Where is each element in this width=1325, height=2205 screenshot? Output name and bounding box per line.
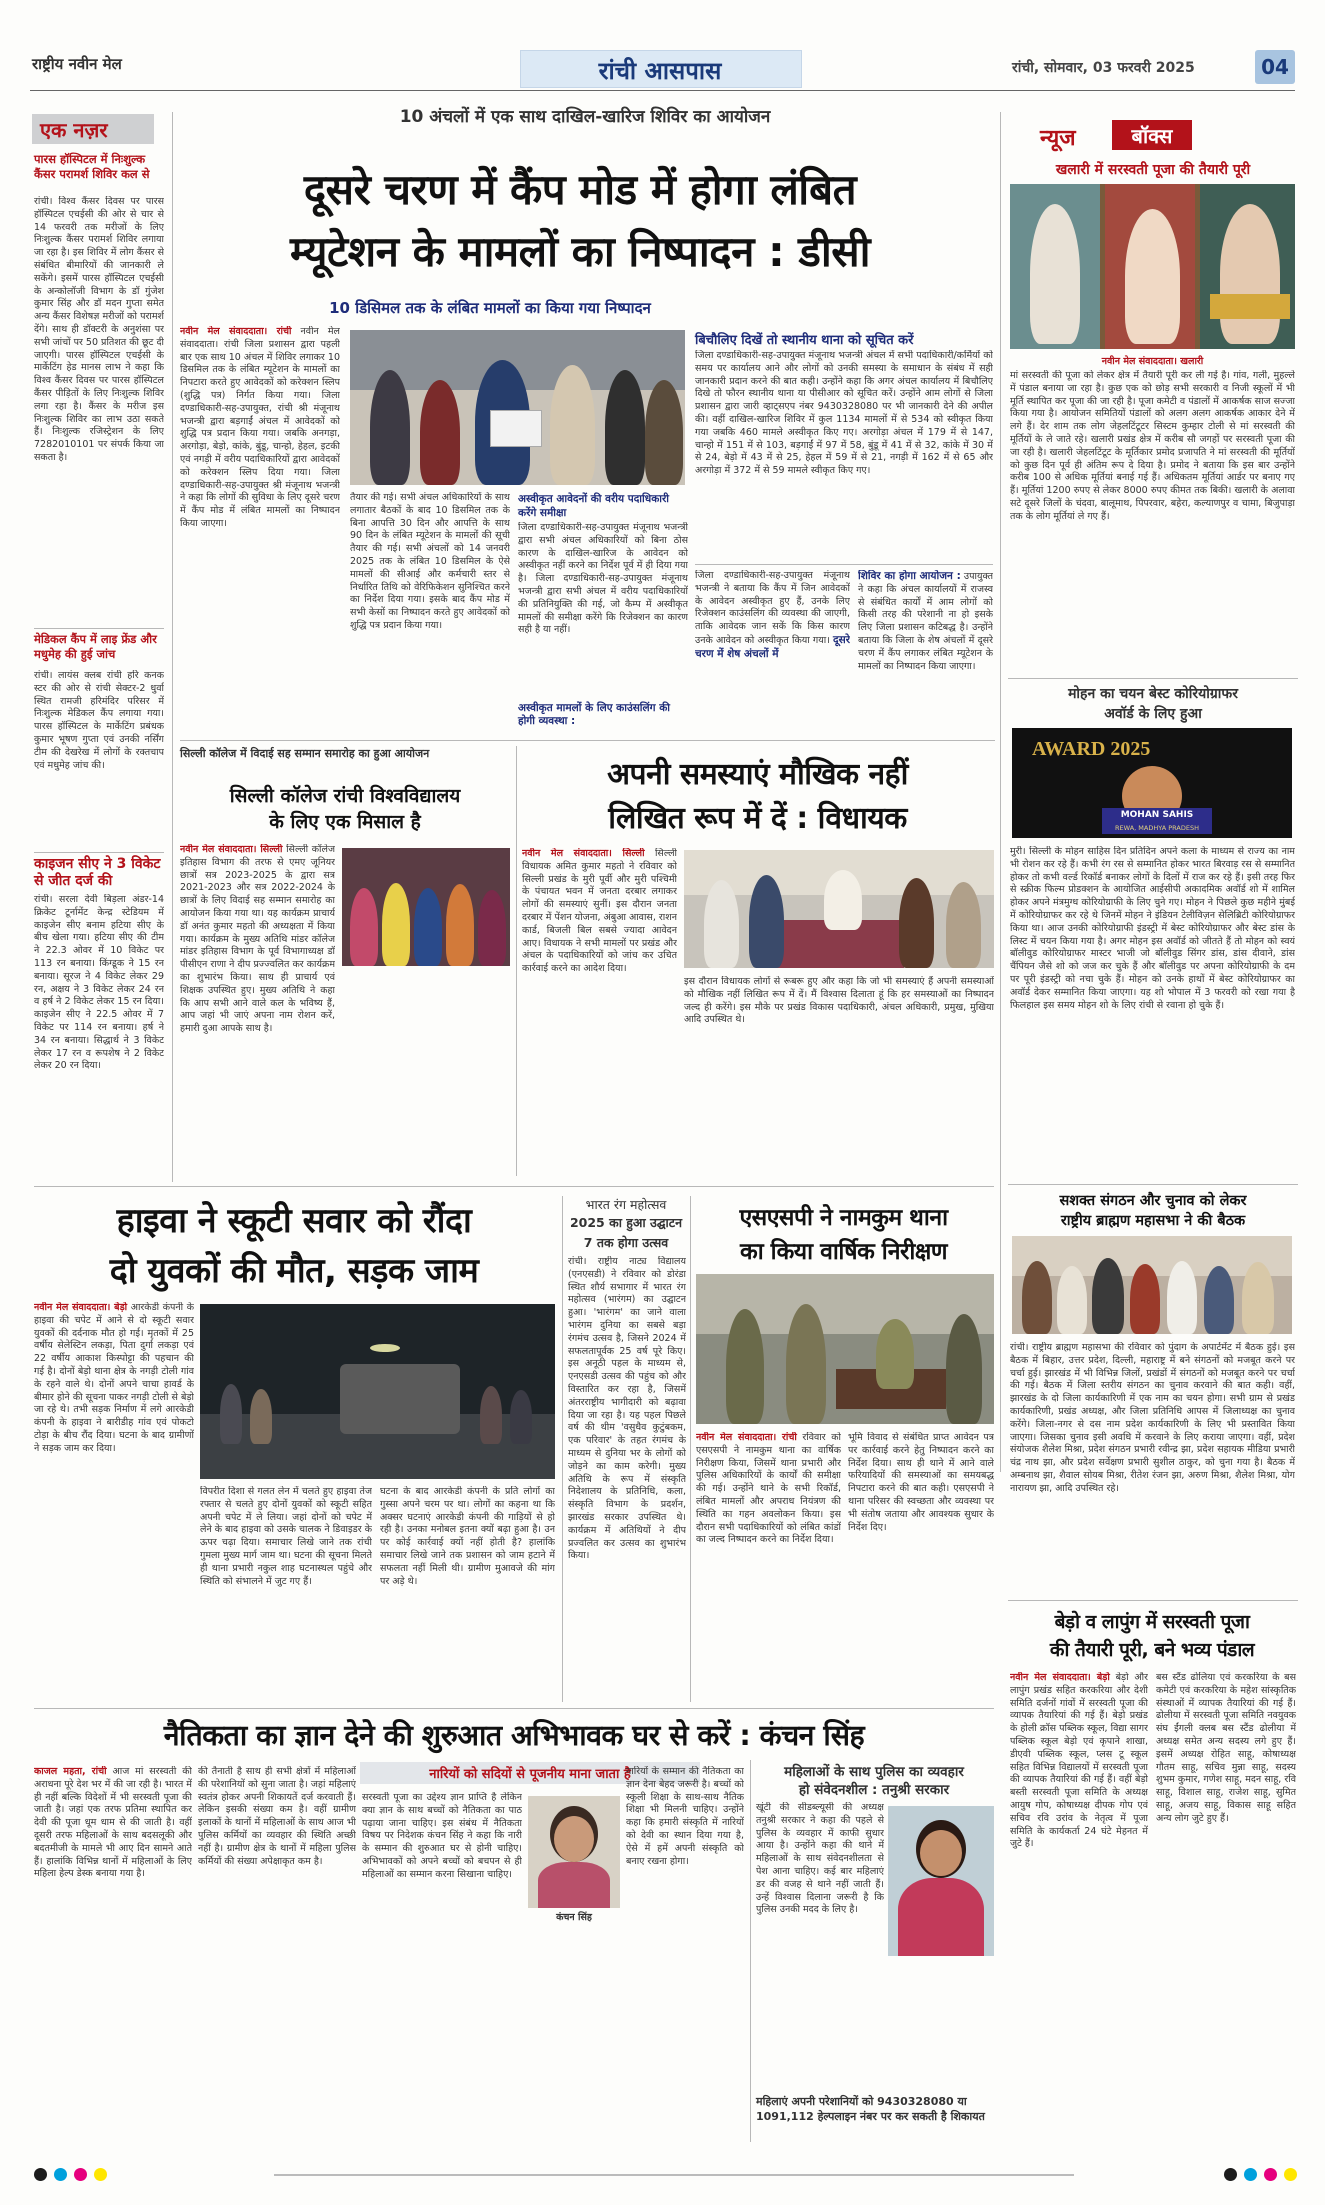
- mohan-head-1: मोहन का चयन बेस्ट कोरियोग्राफर: [1068, 686, 1238, 702]
- lead-col-1: [180, 326, 340, 726]
- news-box-byline: नवीन मेल संवाददाता। खलारी: [1101, 356, 1204, 367]
- brief-cancer-body: रांची। विश्व कैंसर दिवस पर पारस हॉस्पिटल एचईसी की ओर से चार से 14 फरवरी तक मरीजों के लिए निःशुल्क कैंसर परामर्श शिविर लगाया जा रहा है। इस शिविर में लोग कैंसर से संबंधित बीमारियों की जानकारी ले सकेंगे। इसमें पारस हॉस्पिटल एचईसी के अन्कोलॉजी विभाग के डॉ गुंजेश कुमार सिंह और डॉ मदन गुप्ता समेत अन्य कैंसर विशेषज्ञ मरीजों को परामर्श देंगे। साथ ही डॉक्टरी के अनुशंसा पर सभी जांचों पर 50 प्रतिशत की छूट दी जाएगी। पारस हॉस्पिटल एचईसी के मार्केटिंग हेड मानस लाभ ने कहा कि विश्व कैंसर दिवस पर पारस हॉस्पिटल कैंसर पीड़ितों के लिए निःशुल्क शिविर लगा रहा है। कैंसर के मरीज इस निःशुल्क शिविर का लाभ उठा सकते हैं। निःशुल्क रजिस्ट्रेशन के लिए 7282010101 पर संपर्क किया जा सकता है।: [34, 196, 164, 463]
- lead-col-3: जिला दण्डाधिकारी-सह-उपायुक्त मंजूनाथ भजन्त्री द्वारा सभी अंचल अधिकारियों को बिना ठोस कारण के दाखिल-खारिज के आवेदन को अस्वीकृत नहीं करने का निर्देश पूर्व में ही दिया गया है। जिला दण्डाधिकारी-सह-उपायुक्त मंजूनाथ भजन्त्री द्वारा सभी अंचल में वरीय पदाधिकारियों की प्रतिनियुक्ति की गई, जो कैम्प में अस्वीकृत मामलों की समीक्षा करेंगे कि रिजेक्शन का कारण सही है या नहीं।: [518, 522, 688, 636]
- lead-kicker: 10 अंचलों में एक साथ दाखिल-खारिज शिविर का आयोजन: [399, 107, 771, 127]
- ssp-col-1: नवीन मेल संवाददाता। रांची रविवार को एसएसपी ने नामकुम थाना का वार्षिक निरीक्षण किया, जिसमें थाना प्रभारी और पुलिस अधिकारियों के कार्यों की समीक्षा की गई। उन्होंने थाने के सभी रिकॉर्ड, लंबित मामलों और अपराध नियंत्रण की स्थिति का गहन अवलोकन किया। इस दौरान सभी पदाधिकारियों को लंबित कांडों का जल्द निष्पादन करने का निर्देश दिया।: [696, 1432, 841, 1546]
- lead-col-2: तैयार की गई। सभी अंचल अधिकारियों के साथ लगातार बैठकों के बाद 10 डिसमिल तक के बिना आपत्ति 30 दिन और आपत्ति के साथ 90 दिन के लंबित म्यूटेशन के मामलों की सूची तैयार की गई। सभी अंचलों को 14 जनवरी 2025 तक के लंबित 10 डिसमिल के ऐसे मामलों की सीआई और कर्मचारी स्तर से निर्धारित तिथि को वेरिफिकेशन सुनिश्चित करने का निर्देश दिया गया। इसके बाद कैंप मोड में सभी केसों का निष्पादन करते हुए आवेदकों को शुद्धि पत्र प्रदान किया गया।: [350, 492, 510, 631]
- ssp-headline-2: का किया वार्षिक निरीक्षण: [740, 1239, 947, 1265]
- lead-headline-2: म्यूटेशन के मामलों का निष्पादन : डीसी: [289, 227, 871, 276]
- bedo-col-1: नवीन मेल संवाददाता। बेड़ो बेड़ो और लापुंग प्रखंड सहित करकरिया और देशी समिति दर्जनों गांवों में सरस्वती पूजा की व्यापक तैयारियां की गई हैं। बेड़ो प्रखंड के होली क्रॉस पब्लिक स्कूल, विद्या सागर पब्लिक स्कूल बेड़ो एवं कृपाने शाखा, डीएवी पब्लिक स्कूल, प्लस टू स्कूल सहित विभिन्न विद्यालयों में सरस्वती पूजा की व्यापक तैयारियां की गई हैं। वहीं बेड़ो बस्ती सरस्वती पूजा समिति के अध्यक्ष आयुष गोप, कोषाध्यक्ष दीपक गोप एवं सचिव रवि उरांव के नेतृत्व में पूजा समिति के कार्यकर्ता 24 घंटे मेहनत में जुटे हैं।: [1010, 1672, 1148, 1850]
- color-dot: [1244, 2168, 1257, 2181]
- color-dot: [1224, 2168, 1237, 2181]
- accident-col-1: नवीन मेल संवाददाता। बेड़ो आरकेडी कंपनी के हाइवा की चपेट में आने से दो स्कूटी सवार युवकों की दर्दनाक मौत हो गई। मृतकों में 25 वर्षीय सेलेस्टिन लकड़ा, पिता दुर्गा लकड़ा एवं 22 वर्षीय आकाश किस्पोट्टा की पहचान की गई है। दोनों बेड़ो थाना क्षेत्र के नगड़ी टोली गांव के रहने वाले थे। दोनों अपने चाचा हावर्ड के बीमार होने की सूचना पाकर नगड़ी टोली से बेड़ो जा रहे थे। तभी सड़क निर्माण में लगे आरकेडी कंपनी के हाइवा ने बारीडीह गांव एवं पोकटो टोड़ा के बीच रौंद दिया। घटना के बाद ग्रामीणों ने सड़क जाम कर दिया।: [34, 1302, 194, 1454]
- accident-headline-2: दो युवकों की मौत, सड़क जाम: [109, 1251, 479, 1291]
- ek-nazar-title: एक नज़र: [40, 118, 108, 142]
- silli-col-1: नवीन मेल संवाददाता। सिल्ली सिल्ली कॉलेज इतिहास विभाग की तरफ से एमए जूनियर छात्रों सत्र 2023-2025 के द्वारा सत्र 2021-2023 और सत्र 2022-2024 के छात्रों के लिए विदाई सह सम्मान समारोह का आयोजन किया गया था। यह कार्यक्रम प्राचार्य डॉ अनंत कुमार महतो की अध्यक्षता में किया गया। कार्यक्रम के मुख्य अतिथि मांडर कॉलेज मांडर इतिहास विभाग के पूर्व विभागाध्यक्ष डॉ पीसीएन राणा ने दीप प्रज्ज्वलित कर कार्यक्रम का शुभारंभ किया। साथ ही प्राचार्य एवं शिक्षक उपस्थित हुए। मुख्य अतिथि ने कहा कि आप सभी आने वाले कल के भविष्य हैं, आप जहां भी जाएं अपना नाम रोशन करें, हमारी दुआ आपके साथ है।: [180, 844, 335, 1035]
- lead-photo: [350, 330, 685, 485]
- brief-cricket-headline: काइजन सीए ने 3 विकेट से जीत दर्ज की: [34, 856, 161, 889]
- helpline-note: महिलाएं अपनी परेशानियों को 9430328080 या 1091,112 हेल्पलाइन नंबर पर कर सकती है शिकायत: [756, 2095, 985, 2123]
- ssp-headline-1: एसएसपी ने नामकुम थाना: [739, 1205, 948, 1231]
- theatre-kicker-1: भारत रंग महोत्सव: [585, 1197, 667, 1212]
- tanushree-photo: [888, 1806, 994, 1956]
- brahman-head-2: राष्ट्रीय ब्राह्मण महासभा ने की बैठक: [1060, 1213, 1246, 1229]
- kanchan-kicker: नारियों को सदियों से पूजनीय माना जाता है: [429, 1767, 631, 1782]
- brief-medical-camp-headline: मेडिकल कैंप में लाइ फ्रेंड और मधुमेह की हुई जांच: [34, 632, 157, 661]
- kanchan-col-4: नारियों के सम्मान की नैतिकता का ज्ञान देना बेहद जरूरी है। बच्चों को स्कूली शिक्षा के साथ-साथ नैतिक शिक्षा भी मिलनी चाहिए। उन्होंने कहा कि हमारी संस्कृति में नारियों को देवी का स्थान दिया गया है, ऐसे में हमें अपनी संस्कृति को बनाए रखना होगा।: [626, 1766, 744, 1867]
- award-poster-title: AWARD 2025: [1032, 738, 1151, 760]
- color-dot: [54, 2168, 67, 2181]
- bedo-col-2: बस स्टैंड ढोलिया एवं करकरिया के बस कमेटी एवं करकरिया के महेश सांस्कृतिक संस्थाओं में व्यापक तैयारियां की गई हैं। ढोलीया में सरस्वती पूजा समिति नवयुवक संघ ईंगली क्लब बस स्टैंड ढोलीया में अध्यक्ष समेत अन्य सदस्य लगे हुए हैं। इसमें अध्यक्ष रोहित साहू, कोषाध्यक्ष गौतम साहू, सचिव मुन्ना साहू, सदस्य शुभम कुमार, गणेश साहू, मदन साहू, रवि साहू, विशाल साहू, राजेश साहू, सुमित साहू, अजय साहू, विकास साहू सहित अन्य लोग जुटे हुए हैं।: [1156, 1672, 1296, 1824]
- police-body: खूंटी की सीडब्ल्यूसी की अध्यक्ष तनुश्री सरकार ने कहा की पहले से पुलिस के व्यवहार में काफी सुधार आया है। उन्होंने कहा की थाने में महिलाओं के साथ संवेदनशीलता से पेश आना चाहिए। कई बार महिलाएं डर की वजह से थाने नहीं जाती हैं। उन्हें विश्वास दिलाना जरूरी है कि पुलिस उनकी मदद के लिए है।: [756, 1802, 884, 1916]
- police-kicker-2: हो संवेदनशील : तनुश्री सरकार: [798, 1782, 950, 1798]
- award-poster-name: MOHAN SAHIS: [1120, 810, 1194, 820]
- ssp-col-2: भूमि विवाद से संबंधित प्राप्त आवेदन पत्र पर कार्रवाई करने हेतु निष्पादन करने का निर्देश दिया। साथ ही थाने में आने वाले फरियादियों की समस्याओं का समयबद्ध निपटारा करने की बात कही। एसएसपी ने थाना परिसर की स्वच्छता और व्यवस्था पर भी संतोष जताया और आवश्यक सुधार के निर्देश दिए।: [848, 1432, 994, 1533]
- date-line: रांची, सोमवार, 03 फरवरी 2025: [1012, 60, 1195, 76]
- news-box-label-1: न्यूज: [1040, 126, 1076, 151]
- news-box-saraswati-body: मां सरस्वती की पूजा को लेकर क्षेत्र में तैयारी पूरी कर ली गई है। गांव, गली, मुहल्ले में पंडाल बनाया जा रहा है। कुछ एक को छोड़ सभी सरकारी व निजी स्कूलों में भी मूर्ति स्थापित कर पूजा की जा रही है। पूजा कमेटी व पंडालों में आकर्षक साज सज्जा किया गया है। आयोजन समितियों पंडालों को अलग अलग आकर्षक आकार देने में लगे हैं। देर शाम तक लोग जेहलटिंटूटर सिस्टम कुम्हार टोली से मां सरस्वती की मूर्तियों के ले जाते रहे। खलारी प्रखंड क्षेत्र में करीब सौ जगहों पर सरस्वती पूजा की जा रही है। खलारी जेहलटिंटूट के मूर्तिकार प्रमोद प्रजापति ने मां सरस्वती की मूर्तियों को कुछ दिन पूर्व ही अंतिम रूप दे दिया है। प्रमोद ने बताया कि इस बार उन्होंने करीब 100 से अधिक मूर्तियां बनाई गई हैं। अधिकतम मूर्तियां आर्डर पर बनाए गए हैं। मूर्तियां 1200 रुपए से लेकर 8000 रुपए कीमत तक बिकी। खलारी के अलावा सटे दूसरे जिलों के चंदवा, बालूमाथ, पिपरवार, बहेरा, कल्याणपुर व चामा, बिजुपाड़ा तक के लोग मूर्तियां ले गए हैं।: [1010, 370, 1295, 522]
- lead-col-3-heading: अस्वीकृत आवेदनों की वरीय पदाधिकारी करेंगे समीक्षा: [518, 493, 669, 519]
- ssp-photo: [696, 1274, 994, 1424]
- lead-byline: नवीन मेल संवाददाता। रांची: [180, 326, 292, 337]
- bedo-headline-1: बेड़ो व लापुंग में सरस्वती पूजा: [1054, 1611, 1250, 1633]
- accident-col-3: घटना के बाद आरकेडी कंपनी के प्रति लोगों का गुस्सा अपने चरम पर था। लोगों का कहना था कि अक्सर घटनाएं आरकेडी कंपनी की गाड़ियों से हो रही है। उनका मनोबल इतना क्यों बढ़ा हुआ है। उन पर कोई कार्रवाई क्यों नहीं होती है? हालांकि समाचार लिखे जाने तक प्रशासन को जाम हटाने में सफलता नहीं मिली थी। ग्रामीण मुआवजे की मांग पर अड़े थे।: [380, 1486, 555, 1587]
- brief-cricket-body: रांची। सरला देवी बिड़ला अंडर-14 क्रिकेट टूर्नामेंट केन्द्र स्टेडियम में काइजेन सीए बनाम हटिया सीए के बीच खेला गया। हटिया सीए की टीम ने 22.3 ओवर में 10 विकेट पर 113 रन बनाया। किंग्डूक ने 15 रन बनाया। सूरज ने 4 विकेट लेकर 29 रन, अक्षय ने 3 विकेट लेकर 24 रन व हर्ष ने 2 विकेट लेकर 15 रन दिया। काइजेन सीए ने 22.5 ओवर में 7 विकेट पर 114 रन बनाया। हर्ष ने 34 रन बनाया। सिद्धार्थ ने 3 विकेट लेकर 17 रन व रूपशेष ने 2 विकेट लेकर 20 रन दिया।: [34, 894, 164, 1072]
- theatre-kicker-2: 2025 का हुआ उद्घाटन: [569, 1215, 683, 1230]
- brief-cancer-headline: पारस हॉस्पिटल में निःशुल्क कैंसर परामर्श शिविर कल से: [34, 152, 150, 181]
- lead-col-1-text: नवीन मेल संवाददाता। रांची जिला प्रशासन द्वारा पहली बार एक साथ 10 अंचल में शिविर लगाकर 10 डिसमिल तक के लंबित म्यूटेशन के मामलों का निपटारा करते हुए आवेदकों को करेक्शन स्लिप (शुद्धि पत्र) निर्गत किया गया। जिला दण्डाधिकारी-सह-उपायुक्त, रांची श्री मंजूनाथ भजन्त्री द्वारा बड़गाईं अंचल में आवेदकों को शुद्धि पत्र प्रदान किया गया। जबकि अनगड़ा, अरगोड़ा, बेड़ो, कांके, बुंडू, चान्हो, हेहल, इटकी एवं नगड़ी में वरीय पदाधिकारियों द्वारा आवेदकों को करेक्शन स्लिप दिया गया। जिला दण्डाधिकारी-सह-उपायुक्त श्री मंजूनाथ भजन्त्री ने कहा कि लोगों की सुविधा के लिए दूसरे चरण में कैंप मोड में लंबित मामलों का निष्पादन किया जाएगा।: [180, 326, 340, 529]
- brahman-head-1: सशक्त संगठन और चुनाव को लेकर: [1059, 1193, 1247, 1209]
- brahman-meeting-photo: [1012, 1236, 1292, 1334]
- mla-col-2: इस दौरान विधायक लोगों से रूबरू हुए और कहा कि जो भी समस्याएं हैं अपनी समस्याओं को मौखिक नहीं लिखित रूप में दें। मैं विश्वास दिलाता हूं कि हर समस्याओं का निष्पादन जल्द ही करेंगे। इस मौके पर प्रखंड विकास पदाधिकारी, अंचल अधिकारी, प्रमुख, मुखिया आदि उपस्थित थे।: [684, 976, 994, 1026]
- silli-headline-1: सिल्ली कॉलेज रांची विश्वविद्यालय: [229, 785, 461, 807]
- silli-headline-2: के लिए एक मिसाल है: [269, 811, 421, 833]
- kanchan-portrait: [528, 1796, 620, 1908]
- mohan-head-2: अवॉर्ड के लिए हुआ: [1104, 706, 1202, 722]
- lead-bottom-right: शिविर का होगा आयोजन : उपायुक्त ने कहा कि अंचल कार्यालयों में राजस्व से संबंधित कार्यों में आम लोगों को किसी तरह की परेशानी ना हो इसके लिए जिला प्रशासन कटिबद्ध है। उन्होंने बताया कि जिला के शेष अंचलों में दूसरे चरण में कैंप लगाकर लंबित म्यूटेशन के मामलों का निष्पादन किया जाएगा।: [858, 570, 993, 672]
- news-box-saraswati-head: खलारी में सरस्वती पूजा की तैयारी पूरी: [1055, 162, 1251, 178]
- accident-photo: [200, 1304, 555, 1479]
- saraswati-idol-photo: [1010, 184, 1295, 349]
- masthead: [0, 0, 1325, 85]
- masthead-rule: [30, 90, 1295, 91]
- award-poster: [1012, 728, 1292, 838]
- kanchan-headline: नैतिकता का ज्ञान देने की शुरुआत अभिभावक घर से करें : कंचन सिंह: [163, 1719, 865, 1752]
- silli-col-2: [342, 972, 510, 1176]
- news-box-label-2: बॉक्स: [1131, 124, 1173, 148]
- kanchan-col-3: सरस्वती पूजा का उद्देश्य ज्ञान प्राप्ति है लेकिन क्या ज्ञान के साथ बच्चों को नैतिकता का पाठ पढ़ाया जाना चाहिए। इस संबंध में नैतिकता विषय पर निदेशक कंचन सिंह ने कहा कि नारी के सम्मान की शुरुआत घर से होनी चाहिए। अभिभावकों को अपने बच्चों को बचपन से ही महिलाओं का सम्मान करना सिखाना चाहिए।: [362, 1792, 522, 1880]
- accident-headline-1: हाइवा ने स्कूटी सवार को रौंदा: [116, 1201, 472, 1241]
- brief-medical-camp-body: रांची। लायंस क्लब रांची हरि कनक स्टर की ओर से रांची सेक्टर-2 धुर्वा स्थित रामजी हरिमंदिर परिसर में निःशुल्क मेडिकल कैंप लगाया गया। पारस हॉस्पिटल के मार्केटिंग प्रबंधक कुमार भूषण गुप्ता एवं उनकी नर्सिंग टीम की देखरेख में लोगों के रक्तचाप एवं मधुमेह जांच की।: [34, 670, 164, 771]
- color-dot: [1264, 2168, 1277, 2181]
- lead-right-body: जिला दण्डाधिकारी-सह-उपायुक्त मंजूनाथ भजन्त्री अंचल में सभी पदाधिकारी/कर्मियों को समय पर कार्यालय आने और लोगों को उनकी समस्या के समाधान के संबंध में सही जानकारी प्रदान करने की बात कही। उन्होंने कहा कि अगर अंचल कार्यालय में बिचौलिए दिखे तो फौरन स्थानीय थाना या पीसीआर को सूचित करें। उन्होंने आम लोगों से जिला प्रशासन द्वारा जारी व्हाट्सएप नंबर 9430328080 पर भी जानकारी देने की अपील की। वहीं दाखिल-खारिज शिविर में कुल 1134 मामलों में से 534 को स्वीकृत किया गया जबकि 460 मामले अस्वीकृत किए गए। अरगोड़ा अंचल में 179 में से 147, चान्हो में 151 में से 103, बड़गाईं में 97 में 58, बुंडू में 41 में से 32, कांके में 30 में से 24, बेड़ो में 43 में से 25, हेहल में 59 में से 21, नगड़ी में 162 में से 65 और अरगोड़ा में 372 में से 59 मामले स्वीकृत किए गए।: [695, 350, 993, 477]
- silli-kicker: सिल्ली कॉलेज में विदाई सह सम्मान समारोह का हुआ आयोजन: [180, 747, 430, 760]
- theatre-kicker-3: 7 तक होगा उत्सव: [583, 1235, 669, 1250]
- award-poster-place: REWA, MADHYA PRADESH: [1115, 824, 1199, 832]
- footer-registration-bar: [34, 2168, 1296, 2182]
- mla-col-1: नवीन मेल संवाददाता। सिल्ली सिल्ली विधायक अमित कुमार महतो ने रविवार को सिल्ली प्रखंड के मुरी पूर्वी और मुरी पश्चिमी के पंचायत भवन में जनता दरबार लगाकर लोगों की समस्याएं सुनीं। इस दौरान जनता दरबार में पेंशन योजना, अंबुआ आवास, राशन कार्ड, बिजली बिल सबसे ज्यादा आवेदन आए। विधायक ने सभी मामलों पर प्रखंड और अंचल के पदाधिकारियों को जांच कर उचित कार्रवाई करने का आदेश दिया।: [522, 848, 677, 975]
- mohan-body: मुरी। सिल्ली के मोहन साहिस दिन प्रतिदिन अपने कला के माध्यम से राज्य का नाम भी रोशन कर रहे हैं। कभी रंग रस से सम्मानित होकर भारत बिरवाड़ रस से सम्मानित होकर तो कभी वर्ल्ड रिकॉर्ड बनाकर लोगों के दिलों में राज कर रहे हैं। इसी तरह फिर से स्क्रीक फिल्म प्रोडक्शन के आयोजित आईसीपी अकादमिक अवॉर्ड शो में शामिल होकर अपने मंत्रमुग्ध कोरियोग्राफी के लिए चुने गए। मोहन ने पिछले कुछ महीने मुंबई में कोरियोग्राफर कर रहे थे जिनमें मोहन ने इंडियन टेलीविज़न सेलिब्रिटी कोरियोग्राफर किया था। आज उनकी कोरियोग्राफी इंडस्ट्री में बेस्ट कोरियोग्राफर और बेस्ट डांस के लिस्ट में चयन किया गया है। अगर मोहन इस अवॉर्ड को जीतते हैं तो मोहन को स्वयं बॉलीवुड कोरियोग्राफर मास्टर भाजी जो बॉलीवुड सिंगर डांस, डांस दीवाने, डांस चैंपियन जैसे शो को जज कर चुके हैं और बॉलीवुड पर अपना कोरियोग्राफी के दम पर पूरी इंडस्ट्री को नचा चुके हैं। मोहन को उनके हाथों में बेस्ट कोरियोग्राफर का अवॉर्ड देकर सम्मानित किया जाएगा। यह शो भोपाल में 3 फरवरी को रखा गया है फिलहाल इस समय मोहन शो के लिए रांची से रवाना हो चुके हैं।: [1010, 846, 1295, 1011]
- color-dot: [34, 2168, 47, 2181]
- section-title: रांची आसपास: [598, 57, 722, 85]
- mla-photo: [684, 850, 994, 968]
- silli-group-photo: [342, 848, 510, 966]
- lead-right-heading: बिचौलिए दिखें तो स्थानीय थाना को सूचित करें: [695, 333, 914, 348]
- lead-headline-1: दूसरे चरण में कैंप मोड में होगा लंबित: [303, 165, 857, 214]
- mla-headline-2: लिखित रूप में दें : विधायक: [608, 801, 907, 836]
- color-dot: [94, 2168, 107, 2181]
- kanchan-photo-caption: कंचन सिंह: [556, 1912, 592, 1923]
- mla-headline-1: अपनी समस्याएं मौखिक नहीं: [607, 757, 908, 792]
- color-dot: [1284, 2168, 1297, 2181]
- page-number: 04: [1261, 55, 1289, 79]
- kanchan-col-2: की तैनाती है साथ ही सभी क्षेत्रों में महिलाओं की परेशानियों को सुना जाता है। जहां महिलाएं स्वतंत्र होकर अपनी शिकायतें दर्ज करवाती हैं। लेकिन इसकी संख्या कम है। वहीं ग्रामीण इलाकों के थानों में महिलाओं के साथ आज भी पुलिस कर्मियों का व्यवहार की स्थिति अच्छी नहीं है। ग्रामीण क्षेत्र के थानों में महिला पुलिस कर्मियों की संख्या अपेक्षाकृत कम है।: [198, 1766, 356, 1867]
- accident-col-2: विपरीत दिशा से गलत लेन में चलते हुए हाइवा तेज रफ्तार से चलते हुए दोनों युवकों को स्कूटी सहित अपनी चपेट में ले लिया। जहां दोनों को चपेट में लेने के बाद हाइवा को उसके चालक ने डिवाइडर के ऊपर चढ़ा दिया। समाचार लिखे जाने तक रांची गुमला मुख्य मार्ग जाम था। घटना की सूचना मिलते ही थाना प्रभारी नकुल शाह घटनास्थल पहुंचे और स्थिति को संभालने में जुट गए हैं।: [200, 1486, 372, 1587]
- theatre-body: रांची। राष्ट्रीय नाट्य विद्यालय (एनएसडी) ने रविवार को डोरंडा स्थित शौर्य सभागार में भारत रंग महोत्सव (भारंगम) का उद्घाटन हुआ। 'भारंगम' का जाने वाला भारंगम दुनिया का सबसे बड़ा रंगमंच उत्सव है, जिसने 2024 में सफलतापूर्वक 25 वर्ष पूरे किए। इस अनूठी पहल के माध्यम से, एनएसडी उत्सव की पहुंच को और विस्तारित कर रहा है, जिसमें अंतरराष्ट्रीय भागीदारी को बढ़ावा दिया जा रहा है। यह पहल पिछले वर्ष की थीम 'वसुधैव कुटुंबकम, एक परिवार' के तहत रंगमंच के माध्यम से दुनिया भर के लोगों को जोड़ने का काम करेगी। मुख्य अतिथि के रूप में संस्कृति निदेशालय के प्रतिनिधि, कला, संस्कृति विभाग के प्रदर्शन, झारखंड सरकार उपस्थित थे। कार्यक्रम में अतिथियों ने दीप प्रज्वलित कर उत्सव का शुभारंभ किया।: [568, 1256, 686, 1562]
- lead-bottom-mid: जिला दण्डाधिकारी-सह-उपायुक्त मंजूनाथ भजन्त्री ने बताया कि कैंप में जिन आवेदकों के आवेदन अस्वीकृत हुए हैं, उनके लिए रिजेक्शन काउंसलिंग की व्यवस्था की जाएगी, ताकि आवेदक जान सकें कि किस कारण उनके आवेदन को अस्वीकृत किया गया। दूसरे चरण में शेष अंचलों में: [695, 570, 850, 660]
- police-kicker-1: महिलाओं के साथ पुलिस का व्यवहार: [784, 1764, 964, 1780]
- brahman-body: रांची। राष्ट्रीय ब्राह्मण महासभा की रविवार को पुंदाग के अपार्टमेंट में बैठक हुई। इस बैठक में बिहार, उत्तर प्रदेश, दिल्ली, महाराष्ट्र में बने संगठनों को मजबूत करने पर चर्चा हुई। झारखंड में भी विभिन्न जिलों, प्रखंडों में संगठनों को मजबूत करने पर चर्चा की गई। बैठक में जिला स्तरीय संगठन का चुनाव करवाने की बात कही। वहीं, झारखंड के दो जिला कार्यकारिणी में एक नाम का चयन होगा। सभी ग्राम से प्रखंड कार्यकारिणी, प्रखंड अध्यक्ष, और जिला प्रतिनिधि आपस में जिलाध्यक्ष का चुनाव करेंगे। जिला-नगर से दस नाम प्रदेश कार्यकारिणी के लिए भी प्रस्तावित किया जाएगा। जिसका चुनाव इसी अवधि में करवाने के लिए कराया जाएगा। वहीं, प्रदेश संयोजक शैलेश मिश्रा, प्रदेश संगठन प्रभारी रवीन्द्र झा, प्रदेश सहायक मीडिया प्रभारी चंद्र नाथ झा, और प्रदेश सर्वेक्षण प्रभारी सुशील ठाकुर, को चुना गया है। बैठक में अम्बनाथ झा, शैवाल सोयब मिश्रा, रीतेश रंजन झा, अरुण मिश्रा, शैलेश मिश्रा, योग नारायण झा, आदि उपस्थित रहे।: [1010, 1342, 1295, 1494]
- bedo-headline-2: की तैयारी पूरी, बने भव्य पंडाल: [1049, 1639, 1255, 1661]
- lead-col-3-heading-2: अस्वीकृत मामलों के लिए काउंसलिंग की होगी व्यवस्था :: [518, 702, 670, 727]
- kanchan-col-1: काजल महता, रांची आज मां सरस्वती की अराधना पूरे देश भर में की जा रही है। भारत में ही नहीं बल्कि विदेशों में भी सरस्वती पूजा की जाती है। जहां एक तरफ प्रतिमा स्थापित कर देवी की पूजा धूम धाम से की जाती है। वहीं दूसरी तरफ महिलाओं के साथ बदसलूकी और बदतमीजी के मामले भी आए दिन सामने आते हैं। हालांकि विभिन्न थानों में महिलाओं के लिए महिला हेल्प डेस्क बनाया गया है।: [34, 1766, 192, 1880]
- color-dot: [74, 2168, 87, 2181]
- lead-subhead: 10 डिसिमल तक के लंबित मामलों का किया गया निष्पादन: [329, 299, 651, 317]
- paper-name: राष्ट्रीय नवीन मेल: [32, 55, 122, 73]
